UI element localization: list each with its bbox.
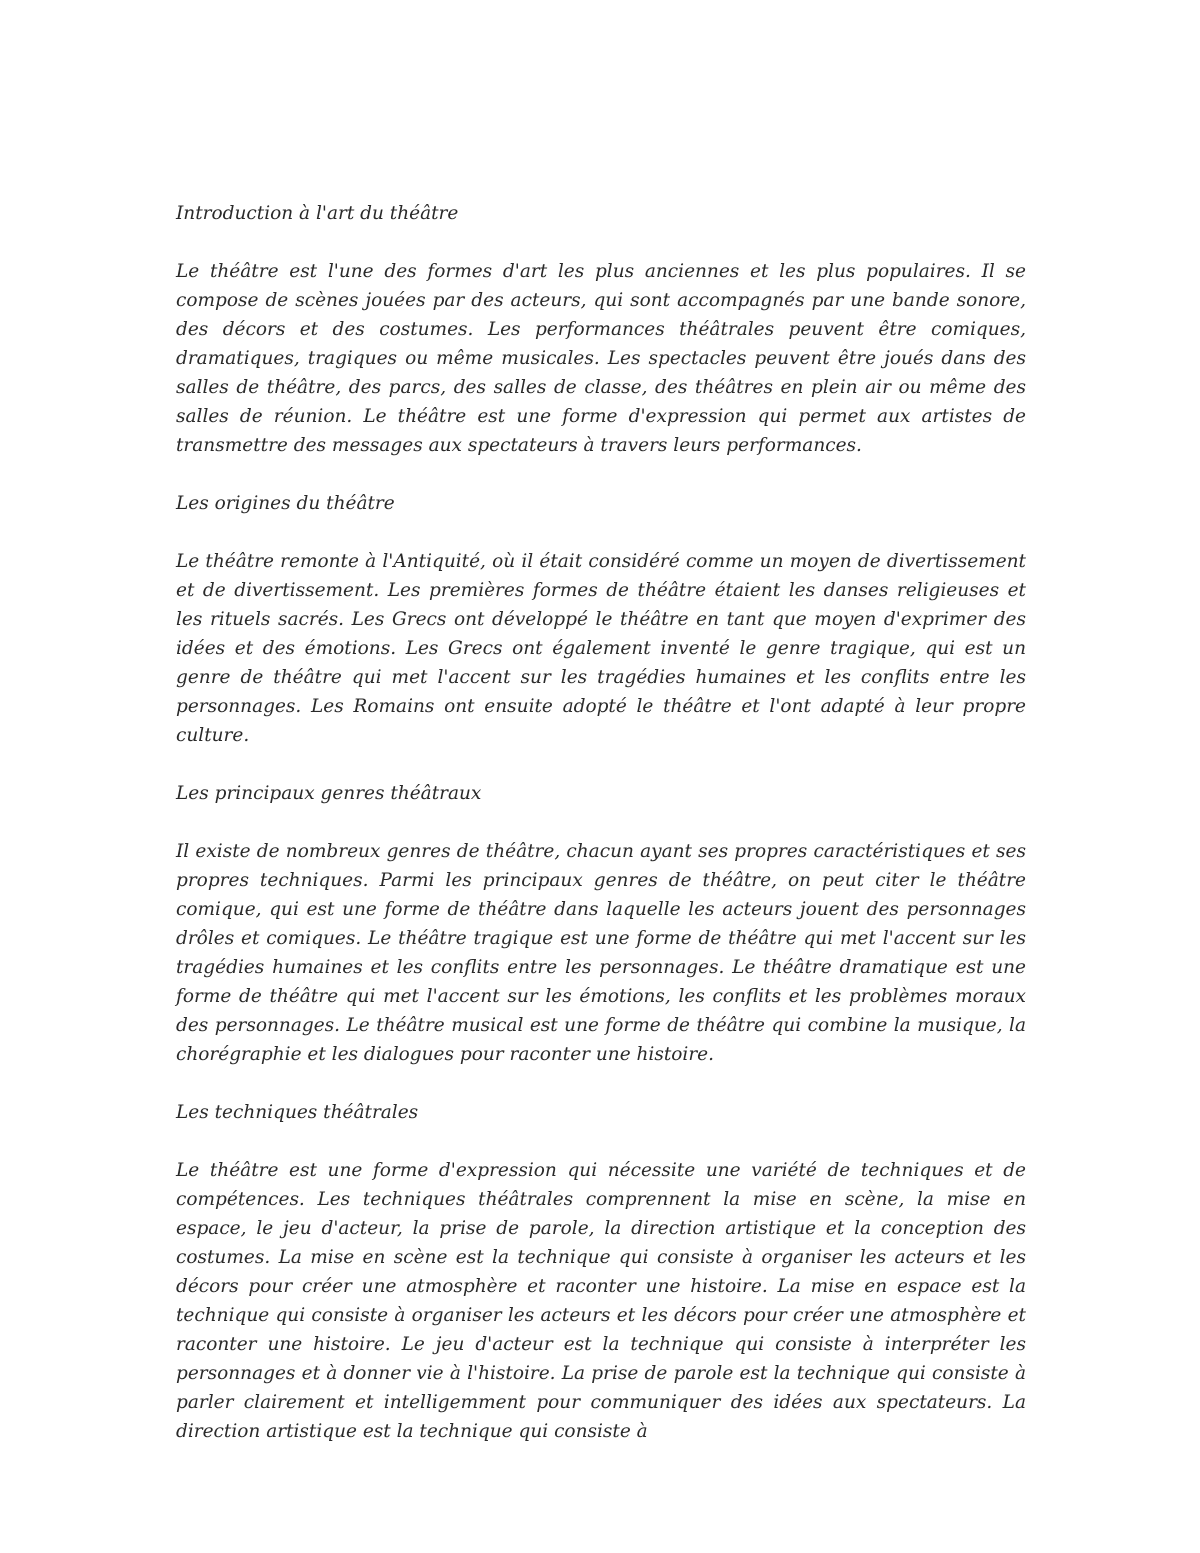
section-heading-introduction: Introduction à l'art du théâtre — [176, 203, 459, 224]
section-paragraph-origines: Le théâtre remonte à l'Antiquité, où il était considéré comme un moyen de divertissement et de divertissement. Les premières formes de théâtre étaient les danses religieuses et les rituels sacrés. Les Grecs ont développé le théâtre en tant que moyen d'exprimer des idées et des émotions. Les Grecs ont également inventé le genre tragique, qui est un genre de théâtre qui met l'accent sur les tragédies humaines et les conflits entre les personnages. Les Romains ont ensuite adopté le théâtre et l'ont adapté à leur propre culture. — [176, 551, 1026, 746]
section-paragraph-introduction: Le théâtre est l'une des formes d'art les plus anciennes et les plus populaires. Il se compose de scènes jouées par des acteurs, qui sont accompagnés par une bande sonore, des décors et des costumes. Les performances théâtrales peuvent être comiques, dramatiques, tragiques ou même musicales. Les spectacles peuvent être joués dans des salles de théâtre, des parcs, des salles de classe, des théâtres en plein air ou même des salles de réunion. Le théâtre est une forme d'expression qui permet aux artistes de transmettre des messages aux spectateurs à travers leurs performances. — [176, 261, 1026, 456]
section-paragraph-techniques: Le théâtre est une forme d'expression qui nécessite une variété de techniques et de compétences. Les techniques théâtrales comprennent la mise en scène, la mise en espace, le jeu d'acteur, la prise de parole, la direction artistique et la conception des costumes. La mise en scène est la technique qui consiste à organiser les acteurs et les décors pour créer une atmosphère et raconter une histoire. La mise en espace est la technique qui consiste à organiser les acteurs et les décors pour créer une atmosphère et raconter une histoire. Le jeu d'acteur est la technique qui consiste à interpréter les personnages et à donner vie à l'histoire. La prise de parole est la technique qui consiste à parler clairement et intelligemment pour communiquer des idées aux spectateurs. La direction artistique est la technique qui consiste à — [176, 1160, 1026, 1442]
document-body — [176, 199, 1026, 1475]
section-paragraph-genres: Il existe de nombreux genres de théâtre, chacun ayant ses propres caractéristiques et ses propres techniques. Parmi les principaux genres de théâtre, on peut citer le théâtre comique, qui est une forme de théâtre dans laquelle les acteurs jouent des personnages drôles et comiques. Le théâtre tragique est une forme de théâtre qui met l'accent sur les tragédies humaines et les conflits entre les personnages. Le théâtre dramatique est une forme de théâtre qui met l'accent sur les émotions, les conflits et les problèmes moraux des personnages. Le théâtre musical est une forme de théâtre qui combine la musique, la chorégraphie et les dialogues pour raconter une histoire. — [176, 841, 1026, 1065]
section-heading-techniques: Les techniques théâtrales — [176, 1102, 419, 1123]
section-heading-origines: Les origines du théâtre — [176, 493, 395, 514]
section-heading-genres: Les principaux genres théâtraux — [176, 783, 482, 804]
